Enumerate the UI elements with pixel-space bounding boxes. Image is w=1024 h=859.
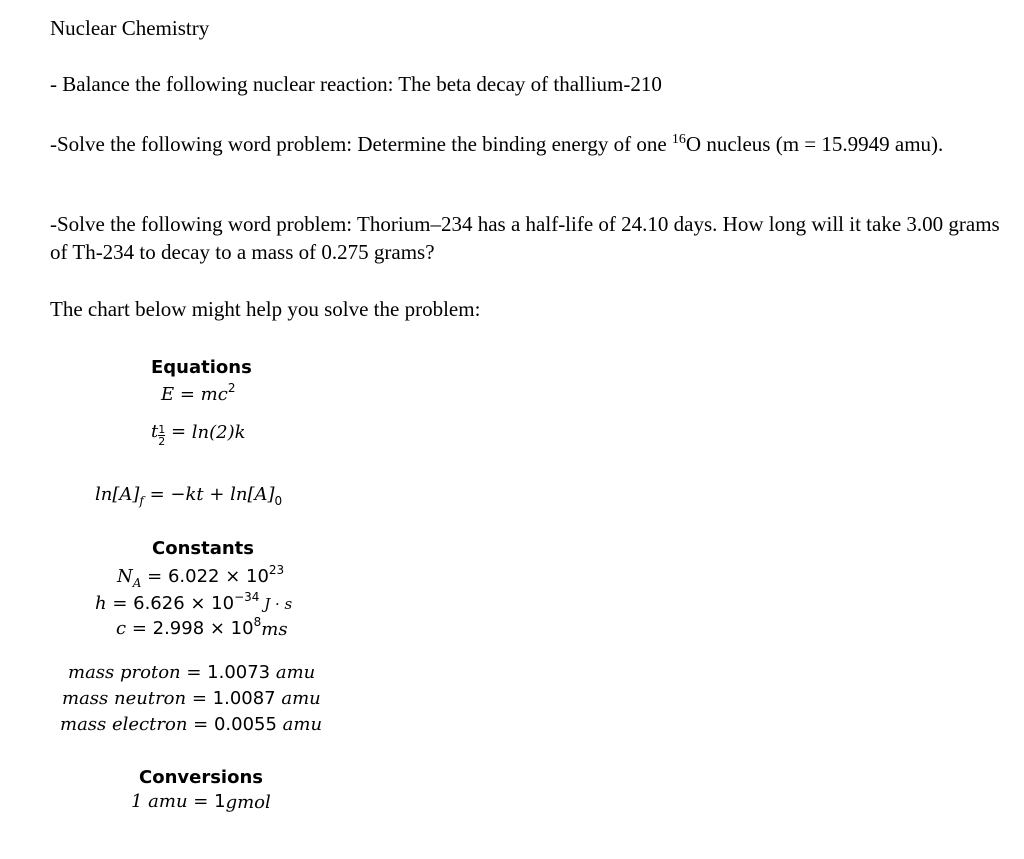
eq-rate-plus: + xyxy=(203,484,231,505)
mass-electron-label: mass electron xyxy=(60,714,188,735)
planck-unit: J · s xyxy=(259,595,293,613)
equations-heading: Equations xyxy=(151,357,252,378)
eq-energy-rhs: mc xyxy=(200,384,228,405)
conv-amu-value: 1 xyxy=(214,791,226,812)
conv-amu-equals: = xyxy=(187,791,215,812)
conversion-amu xyxy=(131,791,271,813)
mass-electron-equals: = xyxy=(187,714,214,735)
light-unit-numerator: m xyxy=(261,618,279,640)
mass-neutron-equals: = xyxy=(186,688,213,709)
eq-energy-lhs: E xyxy=(161,384,175,405)
light-exponent: 8 xyxy=(253,615,262,629)
q2-suffix: nucleus (m = 15.9949 amu). xyxy=(701,132,944,156)
mass-neutron-label: mass neutron xyxy=(62,688,187,709)
avogadro-subscript: A xyxy=(132,576,142,590)
constant-planck xyxy=(95,590,292,614)
constants-heading: Constants xyxy=(152,538,254,559)
eq-hl-numerator: ln(2) xyxy=(191,421,235,443)
mass-neutron-value: 1.0087 xyxy=(212,688,276,709)
question-nuclear-reaction: - Balance the following nuclear reaction: The beta decay of thallium-210 xyxy=(50,72,662,96)
equation-energy xyxy=(161,381,235,405)
eq-hl-sub-num: 1 xyxy=(158,423,166,436)
q2-isotope-symbol: O xyxy=(685,132,702,156)
mass-neutron-unit: amu xyxy=(275,688,321,709)
light-equals: = xyxy=(126,618,153,639)
eq-hl-equals: = xyxy=(165,421,192,442)
chart-note: The chart below might help you solve the problem: xyxy=(50,297,481,321)
eq-hl-var: t xyxy=(151,421,159,442)
mass-proton-value: 1.0073 xyxy=(207,662,271,683)
question-half-life: -Solve the following word problem: Thorium–234 has a half-life of 24.10 days. How long will it take 3.00 grams of Th-234 to decay to a mass of 0.275 grams? xyxy=(50,212,1000,264)
light-unit-fraction xyxy=(261,619,287,640)
mass-electron-unit: amu xyxy=(276,714,323,735)
eq-hl-fraction xyxy=(192,422,246,443)
eq-rate-lhs-sub: f xyxy=(139,494,144,508)
mass-proton xyxy=(68,662,315,683)
mass-proton-label: mass proton xyxy=(68,662,181,683)
light-mantissa: 2.998 × 10 xyxy=(152,618,254,639)
conv-amu-lhs: 1 amu xyxy=(131,791,188,812)
eq-rate-rhs: ln[A] xyxy=(230,484,275,505)
eq-rate-lhs: ln[A] xyxy=(95,484,140,505)
q2-prefix: -Solve the following word problem: Determine the binding energy of one xyxy=(50,132,672,156)
planck-exponent: −34 xyxy=(234,590,260,604)
conv-amu-unit-fraction xyxy=(226,792,271,813)
eq-hl-sub-den: 2 xyxy=(158,435,166,448)
question-binding-energy xyxy=(50,126,980,158)
mass-electron xyxy=(60,714,322,735)
constant-avogadro xyxy=(117,563,284,590)
mass-neutron xyxy=(62,688,321,709)
planck-equals: = xyxy=(106,593,134,614)
page-title: Nuclear Chemistry xyxy=(50,16,210,40)
avogadro-equals: = xyxy=(141,566,168,587)
eq-rate-kt: kt xyxy=(185,484,204,505)
mass-proton-unit: amu xyxy=(270,662,316,683)
conversions-heading: Conversions xyxy=(139,767,263,788)
eq-rate-equals: = − xyxy=(143,484,186,505)
mass-electron-value: 0.0055 xyxy=(213,714,277,735)
eq-rate-rhs-sub: 0 xyxy=(274,494,283,508)
light-symbol: c xyxy=(116,618,127,639)
eq-energy-equals: = xyxy=(174,384,201,405)
eq-energy-exponent: 2 xyxy=(227,381,236,395)
equation-half-life xyxy=(151,421,246,447)
planck-mantissa: 6.626 × 10 xyxy=(133,593,235,614)
conv-amu-unit-numerator: g xyxy=(225,791,238,813)
avogadro-mantissa: 6.022 × 10 xyxy=(167,566,269,587)
q2-isotope-mass-number: 16 xyxy=(671,132,686,147)
conv-amu-unit-denominator: mol xyxy=(237,791,271,813)
mass-proton-equals: = xyxy=(180,662,208,683)
avogadro-exponent: 23 xyxy=(268,563,285,577)
planck-symbol: h xyxy=(95,593,107,614)
light-unit-denominator: s xyxy=(278,618,288,640)
eq-hl-denominator: k xyxy=(234,421,246,443)
equation-integrated-rate xyxy=(95,484,282,508)
avogadro-symbol: N xyxy=(117,566,133,587)
constant-speed-of-light xyxy=(116,615,288,640)
